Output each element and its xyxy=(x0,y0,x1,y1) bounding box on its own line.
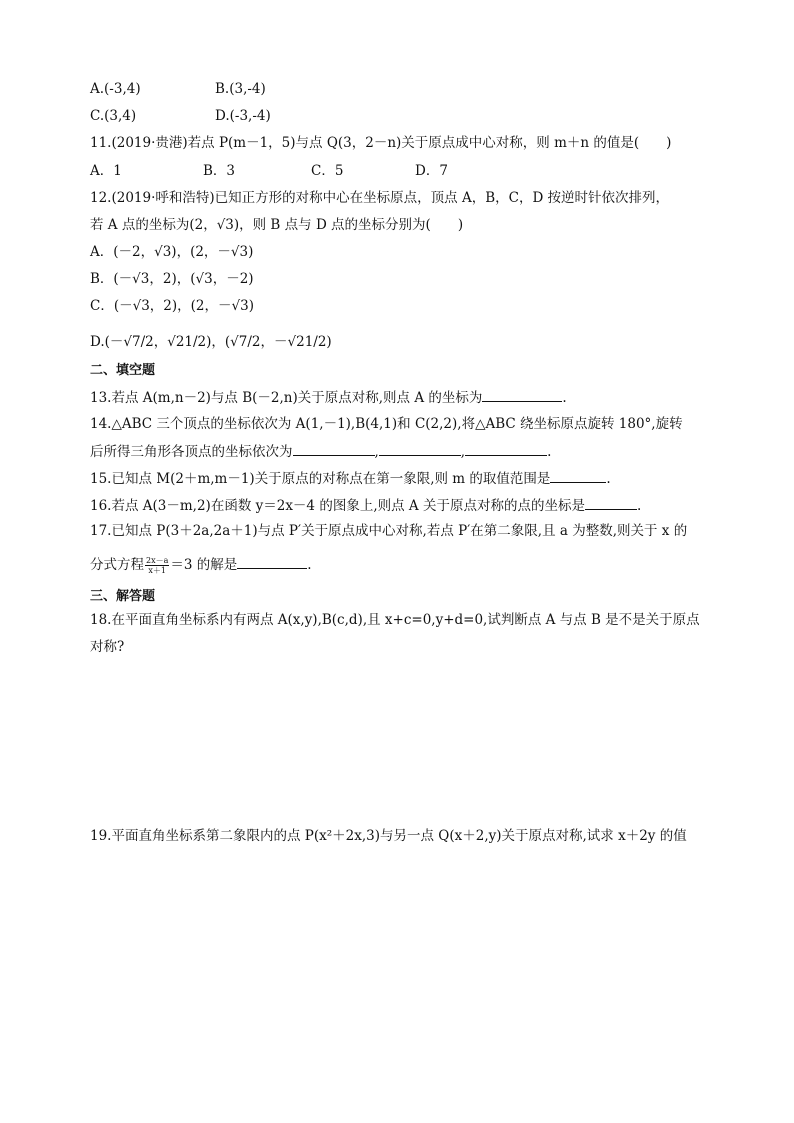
q14-answer-blank-1[interactable] xyxy=(293,442,375,456)
q10-option-a: A.(-3,4) xyxy=(90,81,141,97)
q15-line xyxy=(90,469,611,488)
q10-option-d: D.(-3,-4) xyxy=(215,108,271,124)
q14-answer-blank-3[interactable] xyxy=(465,442,547,456)
q12-option-a: A．(－2，√3)，(2，－√3) xyxy=(90,244,254,260)
q17-fraction-numerator: 2x－a xyxy=(146,556,169,565)
q14-separator-1: , xyxy=(374,444,379,460)
q12-option-d: D.(－√7/2，√21/2)，(√7/2，－√21/2) xyxy=(90,334,332,350)
q11-option-b: B．3 xyxy=(203,163,236,179)
section-answer-heading: 三、解答题 xyxy=(90,589,156,604)
q15-period: . xyxy=(606,471,611,487)
q11-option-a: A．1 xyxy=(90,163,122,179)
q12-stem-line2: 若 A 点的坐标为(2，√3)，则 B 点与 D 点的坐标分别为( ) xyxy=(90,217,464,233)
q14-line1: 14.△ABC 三个顶点的坐标依次为 A(1,－1),B(4,1)和 C(2,2),将△ABC 绕坐标原点旋转 180°,旋转 xyxy=(90,416,683,432)
q17-text: 分式方程 xyxy=(90,557,144,573)
q18-line2: 对称? xyxy=(90,639,125,655)
q16-text: 16.若点 A(3－m,2)在函数 y＝2x－4 的图象上,则点 A 关于原点对称的点的坐标是 xyxy=(90,498,585,514)
q14-separator-2: , xyxy=(460,444,466,460)
q17-period: . xyxy=(307,557,312,573)
q14-answer-blank-2[interactable] xyxy=(379,442,461,456)
q17-fraction-denominator: x＋1 xyxy=(148,566,166,575)
q13-text: 13.若点 A(m,n－2)与点 B(－2,n)关于原点对称,则点 A 的坐标为 xyxy=(90,390,483,406)
q12-option-c: C．(－√3，2)，(2，－√3) xyxy=(90,298,254,314)
q14-text: 后所得三角形各顶点的坐标依次为 xyxy=(90,444,293,460)
q18-line1: 18.在平面直角坐标系内有两点 A(x,y),B(c,d),且 x+c=0,y+d=0,试判断点 A 与点 B 是不是关于原点 xyxy=(90,612,700,628)
q10-option-b: B.(3,-4) xyxy=(215,81,266,97)
q14-line2 xyxy=(90,442,551,461)
q13-answer-blank[interactable] xyxy=(482,388,562,402)
section-fill-in-heading: 二、填空题 xyxy=(90,363,156,378)
q11-option-d: D．7 xyxy=(415,163,448,179)
q14-period: . xyxy=(547,444,552,460)
q17-line2 xyxy=(90,555,312,575)
q19-line1: 19.平面直角坐标系第二象限内的点 P(x²＋2x,3)与另一点 Q(x＋2,y)关于原点对称,试求 x＋2y 的值 xyxy=(90,828,687,844)
q16-line xyxy=(90,496,641,515)
q17-answer-blank[interactable] xyxy=(237,555,307,569)
q16-period: . xyxy=(636,498,642,514)
q17-fraction xyxy=(145,556,169,575)
q15-answer-blank[interactable] xyxy=(550,469,606,483)
q12-option-b: B．(－√3，2)，(√3，－2) xyxy=(90,271,254,287)
q17-line1: 17.已知点 P(3＋2a,2a＋1)与点 P′关于原点成中心对称,若点 P′在第二象限,且 a 为整数,则关于 x 的 xyxy=(90,523,688,539)
q11-stem: 11.(2019·贵港)若点 P(m－1，5)与点 Q(3，2－n)关于原点成中心对称，则 m＋n 的值是( ) xyxy=(90,135,672,151)
q13-line xyxy=(90,388,567,407)
q15-text: 15.已知点 M(2＋m,m－1)关于原点的对称点在第一象限,则 m 的取值范围是 xyxy=(90,471,551,487)
q12-stem-line1: 12.(2019·呼和浩特)已知正方形的对称中心在坐标原点，顶点 A，B，C，D 按逆时针依次排列， xyxy=(90,190,670,206)
q13-period: . xyxy=(562,390,567,406)
q11-option-c: C．5 xyxy=(311,163,344,179)
q16-answer-blank[interactable] xyxy=(585,496,637,510)
q10-option-c: C.(3,4) xyxy=(90,108,137,124)
q17-equation-rest: ＝3 的解是 xyxy=(170,557,238,573)
